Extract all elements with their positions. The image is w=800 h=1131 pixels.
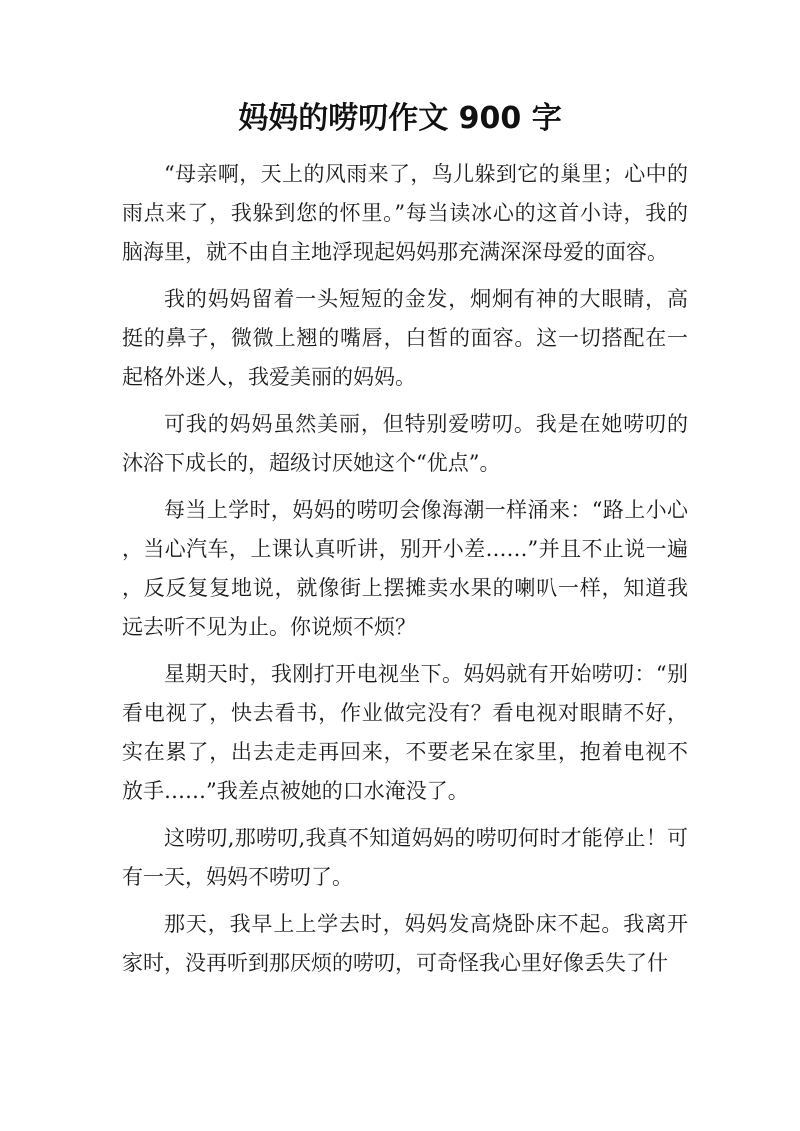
paragraph-1: “母亲啊，天上的风雨来了，鸟儿躲到它的巢里；心中的雨点来了，我躲到您的怀里。”每当读冰心的这首小诗，我的脑海里，就不由自主地浮现起妈妈那充满深深母爱的面容。 xyxy=(122,162,688,264)
document-title: 妈妈的唠叨作文 900 字 xyxy=(238,101,562,136)
paragraph-7: 那天，我早上上学去时，妈妈发高烧卧床不起。我离开家时，没再听到那厌烦的唠叨，可奇怪我心里好像丢失了什 xyxy=(122,912,688,975)
paragraph-5: 星期天时，我刚打开电视坐下。妈妈就有开始唠叨：“别看电视了，快去看书，作业做完没有？看电视对眼睛不好，实在累了，出去走走再回来，不要老呆在家里，抱着电视不放手……”我差点被她的口水淹没了。 xyxy=(122,662,688,803)
paragraph-4: 每当上学时，妈妈的唠叨会像海潮一样涌来：“路上小心，当心汽车，上课认真听讲，别开小差……”并且不止说一遍，反反复复地说，就像街上摆摊卖水果的喇叭一样，知道我远去听不见为止。你说烦不烦？ xyxy=(122,498,688,639)
paragraph-3: 可我的妈妈虽然美丽，但特别爱唠叨。我是在她唠叨的沐浴下成长的，超级讨厌她这个“优点”。 xyxy=(122,412,688,475)
document-body xyxy=(122,155,688,991)
paragraph-6: 这唠叨,那唠叨,我真不知道妈妈的唠叨何时才能停止！可有一天，妈妈不唠叨了。 xyxy=(122,826,688,889)
paragraph-2: 我的妈妈留着一头短短的金发，炯炯有神的大眼睛，高挺的鼻子，微微上翘的嘴唇，白皙的面容。这一切搭配在一起格外迷人，我爱美丽的妈妈。 xyxy=(122,287,688,389)
